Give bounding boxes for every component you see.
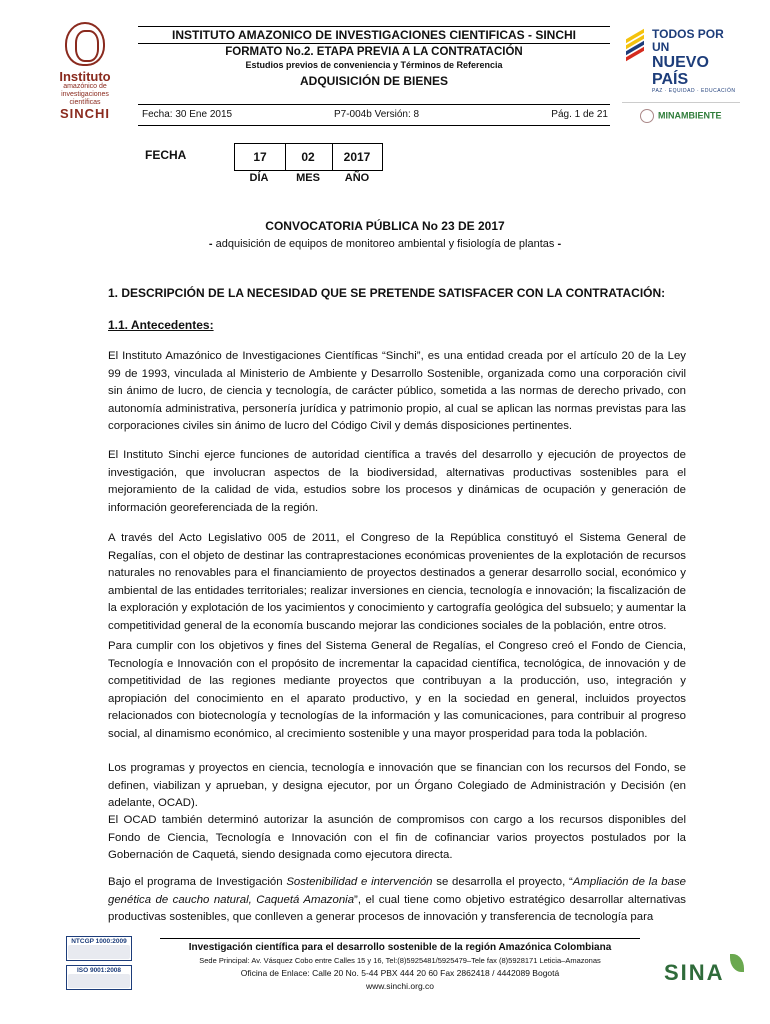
leaf-icon [730,954,744,972]
subsection-heading: 1.1. Antecedentes: [108,318,214,332]
convocatoria-subtitle: - adquisición de equipos de monitoreo ambiental y fisiología de plantas - [208,238,562,250]
footer-line3: Oficina de Enlace: Calle 20 No. 5-44 PBX 444 20 60 Fax 2862418 / 4442089 Bogotá [240,968,560,978]
header-formato: FORMATO No.2. ETAPA PREVIA A LA CONTRATACIÓN [225,46,523,58]
header-subtitle: Estudios previos de conveniencia y Términos de Referencia [245,60,503,70]
header-meta-row [138,104,610,126]
sinchi-logo-line1: Instituto [59,69,111,84]
fecha-label: FECHA [145,148,187,162]
sina-logo: SINA [664,960,744,990]
colombia-flag-icon [622,28,648,72]
paragraph-3: A través del Acto Legislativo 005 de 2011, el Congreso de la República constituyó el Sistema General de Regalías, con el objeto de destinar las contraprestaciones económicas provenientes de la explotación de recursos naturales no renovables para el financiamiento de proyectos destinados a generar desarrollo social, económico y ambiental de las entidades territoriales; realizar inversiones en ciencia, tecnología e innovación; la fiscalización de la exploración y explotación de los yacimientos y conocimiento y cartografía geológica del subsuelo; y aumentar la competitividad general de la economía buscando mejorar las condiciones sociales de la población, entre otros. [108,532,686,632]
header-fecha: Fecha: 30 Ene 2015 [142,109,233,120]
coat-of-arms-icon [640,109,654,123]
certification-logos [66,936,132,994]
paragraph-5: Los programas y proyectos en ciencia, tecnología e innovación que se financian con los recursos del Fondo, se definen, viabilizan y aprueban, y designa ejecutor, por un Órgano Colegiado de Administración y Decisión (en adelante, OCAD). [108,762,686,810]
gov-logo-line3: PAZ · EQUIDAD · EDUCACIÓN [652,88,736,94]
paragraph-4: Para cumplir con los objetivos y fines del Sistema General de Regalías, el Congreso creó el Fondo de Ciencia, Tecnología e Innovación con el propósito de incrementar la capacidad científica, tecnológica, de innovación y de competitividad de las regiones mediante proyectos que contribuyan a la producción, uso, integración y apropiación del conocimiento en el aparato productivo, y en la sociedad en general, incluidos proyectos relacionados con biotecnología y tecnologías de la información y las comunicaciones, para contribuir al progreso social, al dinamismo económico, al crecimiento sostenible y una mayor prosperidad para toda la población. [108,640,686,740]
cert-ntcgp: NTCGP 1000:2009 [66,936,132,961]
header-adquisicion: ADQUISICIÓN DE BIENES [299,74,449,88]
fecha-dia: 17 [234,143,286,171]
paragraph-6: El OCAD también determinó autorizar la asunción de compromisos con cargo a los recursos disponibles del Fondo de Ciencia, Tecnología e Innovación con el fin de cofinanciar varios proyectos postulados por la Gobernación de Caquetá, siendo designada como ejecutora directa. [108,814,686,862]
convocatoria-title: CONVOCATORIA PÚBLICA No 23 DE 2017 [265,219,505,233]
header-title: INSTITUTO AMAZONICO DE INVESTIGACIONES CIENTIFICAS - SINCHI [138,26,610,44]
footer-website: www.sinchi.org.co [365,981,435,991]
gov-logo-line1: TODOS POR UN [652,27,724,54]
document-header [138,26,610,88]
footer-line2: Sede Principal: Av. Vásquez Cobo entre Calles 15 y 16, Tel:(8)5925481/5925479–Tele fax (8)5928171 Leticia–Amazonas [199,956,601,965]
paragraph-2: El Instituto Sinchi ejerce funciones de autoridad científica a través del desarrollo y ejecución de proyectos de investigación, que involucran aspectos de la biodiversidad, alternativas productivas sostenibles para el mejoramiento de la calidad de vida, estudios sobre los procesos y dinámicas de ocupación y generación de información georeferenciada de la región. [108,449,686,514]
footer-line1: Investigación científica para el desarrollo sostenible de la región Amazónica Colombiana [188,942,612,953]
fecha-anio: 2017 [332,143,383,171]
section-heading: 1. DESCRIPCIÓN DE LA NECESIDAD QUE SE PRETENDE SATISFACER CON LA CONTRATACIÓN: [108,286,666,300]
gov-logo-line2: NUEVO PAÍS [652,54,709,88]
cert-iso: ISO 9001:2008 [66,965,132,990]
footer [160,938,640,993]
header-version: P7-004b Versión: 8 [334,109,420,120]
gov-logo-divider [622,102,740,103]
sinchi-logo-line3: SINCHI [59,106,111,121]
certification-seal-icon [68,945,130,959]
sinchi-logo [50,22,120,122]
header-pagina: Pág. 1 de 21 [551,109,608,120]
government-logo [622,27,740,121]
certification-seal-icon [68,974,130,988]
paragraph-7: Bajo el programa de Investigación Sostenibilidad e intervención se desarrolla el proyecto, “Ampliación de la base genética de caucho natural, Caquetá Amazonia”, el cual tiene como objetivo estratégico desarrollar alternativas productivas sostenibles, que conlleven a generar procesos de innovación y transferencia de tecnología para [108,876,686,924]
sinchi-emblem-icon [65,22,105,66]
sinchi-logo-line2: amazónico de investigaciones científicas [61,83,109,106]
fecha-dia-label: DÍA [249,172,269,184]
fecha-mes-label: MES [296,172,320,184]
fecha-anio-label: AÑO [344,172,370,184]
paragraph-1: El Instituto Amazónico de Investigaciones Científicas “Sinchi”, es una entidad creada por el artículo 20 de la Ley 99 de 1993, vinculada al Ministerio de Ambiente y Desarrollo Sostenible, organizada como una corporación civil sin ánimo de lucro, de ciencia y tecnología, de carácter público, sometida a las normas de derecho privado, con autonomía administrativa, personería jurídica y patrimonio propio, al cual se aplican las normas previstas para las corporaciones civiles sin ánimo de lucro del Código Civil y demás disposiciones pertinentes. [108,350,686,433]
minambiente-logo: MINAMBIENTE [640,109,740,123]
fecha-mes: 02 [284,143,333,171]
